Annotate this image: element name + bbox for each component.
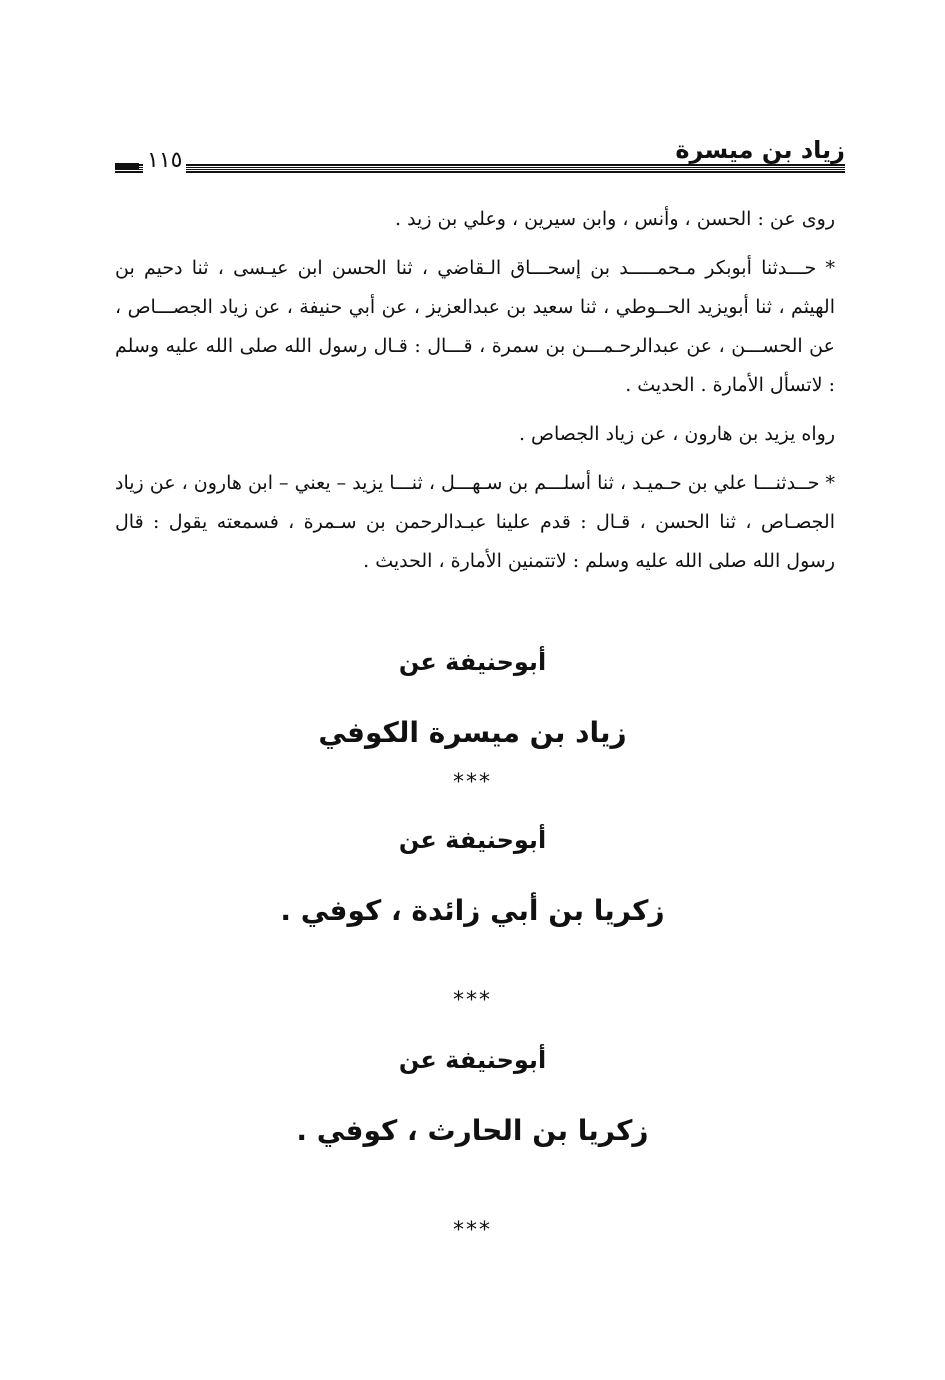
section-heading: زكريا بن الحارث ، كوفي .	[296, 1114, 649, 1147]
running-title: زياد بن ميسرة	[675, 136, 845, 164]
section-separator: ***	[453, 770, 492, 795]
section-label: أبوحنيفة عن	[398, 648, 547, 676]
paragraph: روى عن : الحسن ، وأنس ، وابن سيرين ، وعلي بن زيد .	[394, 208, 835, 230]
paragraph: * حــدثنـــا علي بن حـميـد ، ثنا أسلـــم بن سـهـــل ، ثنـــا يزيد – يعني – ابن هارون ، عن زياد الجصـاص ، ثنا الحسن ، قـال : قدم علينا عبـدالرحمن بن سـمرة ، فسمعته يقول : قال رسول الله صلى الله عليه وسلم : لاتتمنين الأمارة ، الحديث .	[115, 472, 835, 572]
section-separator: ***	[453, 1218, 492, 1243]
section-label: أبوحنيفة عن	[398, 1046, 547, 1074]
section-separator: ***	[453, 988, 492, 1013]
paragraph: رواه يزيد بن هارون ، عن زياد الجصاص .	[518, 423, 835, 445]
page-header	[115, 136, 845, 176]
section-heading: زكريا بن أبي زائدة ، كوفي .	[280, 894, 665, 927]
section-label: أبوحنيفة عن	[398, 826, 547, 854]
page-number: ١١٥	[143, 148, 186, 173]
header-rule-end	[115, 163, 139, 169]
section-heading: زياد بن ميسرة الكوفي	[318, 716, 627, 749]
header-rule	[115, 164, 845, 173]
main-text	[115, 200, 835, 591]
paragraph: * حـــدثنا أبوبكر مـحمـــــد بن إسحـــاق الـقاضي ، ثنا الحسن ابن عيـسى ، ثنا دحيم بن الهيثم ، ثنا أبويزيد الحــوطي ، ثنا سعيد بن عبدالعزيز ، عن أبي حنيفة ، عن زياد الجصـــاص ، عن الحســـن ، عن عبدالرحـمـــن بن سمرة ، قـــال : قـال رسول الله صلى الله عليه وسلم : لاتسأل الأمارة . الحديث .	[115, 257, 835, 396]
